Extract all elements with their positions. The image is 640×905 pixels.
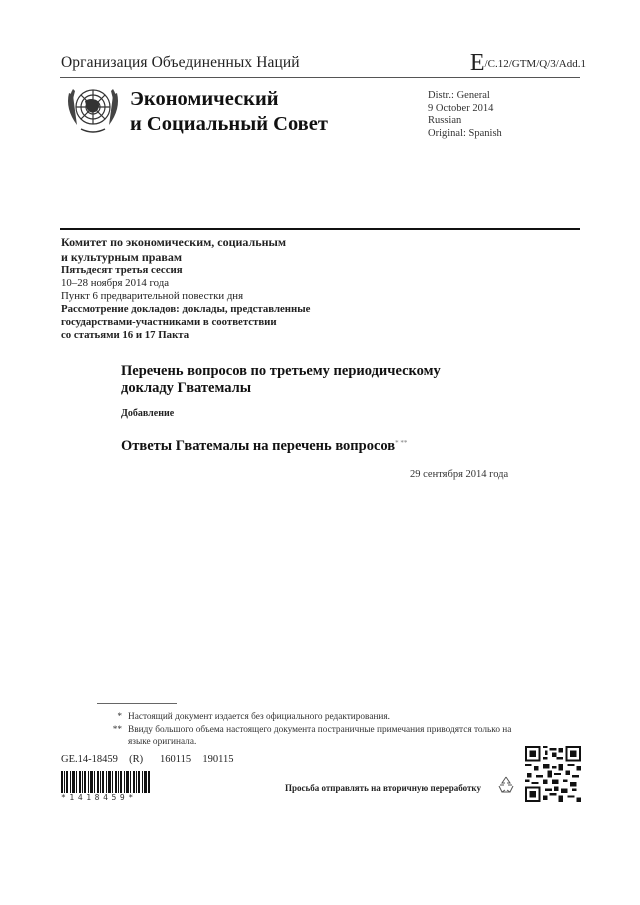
- replies-title-text: Ответы Гватемалы на перечень вопросов: [121, 438, 396, 454]
- footnotes: [100, 711, 520, 749]
- main-rule: [60, 228, 580, 230]
- symbol-rest: /C.12/GTM/Q/3/Add.1: [484, 58, 586, 70]
- barcode-text: *1418459*: [61, 793, 137, 802]
- organization-name: Организация Объединенных Наций: [61, 54, 300, 71]
- document-symbol: [470, 50, 586, 77]
- original-language: Original: Spanish: [428, 127, 502, 139]
- topic-line2: государствами-участниками в соответствии: [61, 316, 277, 328]
- council-name-line2: и Социальный Совет: [130, 113, 328, 135]
- agenda-item: Пункт 6 предварительной повестки дня: [61, 290, 244, 302]
- barcode-icon: [61, 771, 151, 793]
- footnote-marks: * **: [395, 439, 408, 447]
- topic-line3: со статьями 16 и 17 Пакта: [61, 329, 190, 341]
- distribution-block: [428, 90, 502, 140]
- footnote-text: Настоящий документ издается без официального редактирования.: [128, 712, 391, 722]
- replies-date: 29 сентября 2014 года: [410, 469, 509, 480]
- committee-name-line1: Комитет по экономическим, социальным: [61, 235, 287, 249]
- footnote-rule: [97, 703, 177, 704]
- footnote-mark: *: [117, 712, 122, 722]
- footnote-mark: **: [112, 724, 122, 735]
- document-number: GE.14-18459 (R) 160115 190115: [61, 754, 234, 765]
- committee-block: [61, 235, 361, 342]
- committee-name-line2: и культурным правам: [61, 249, 183, 264]
- footnote-text: Ввиду большого объема настоящего документа постраничные примечания приводятся только на языке оригинала.: [128, 724, 512, 747]
- topic-line1: Рассмотрение докладов: доклады, представленные: [61, 303, 311, 315]
- language: Russian: [428, 115, 462, 126]
- symbol-prefix: E: [469, 50, 485, 76]
- session-dates: 10–28 ноября 2014 года: [61, 277, 170, 289]
- recycle-text: Просьба отправлять на вторичную переработку: [285, 783, 481, 793]
- session: Пятьдесят третья сессия: [61, 264, 183, 276]
- qr-code-icon: [525, 746, 581, 802]
- recycle-icon: [496, 775, 516, 795]
- footnote: [100, 711, 520, 724]
- council-name: [130, 87, 328, 137]
- replies-title: [121, 438, 407, 455]
- council-name-line1: Экономический: [130, 88, 279, 110]
- issue-date: 9 October 2014: [428, 102, 494, 114]
- un-emblem-icon: [63, 79, 123, 137]
- addendum-label: Добавление: [121, 408, 175, 419]
- title-line1: Перечень вопросов по третьему периодическому: [121, 363, 441, 379]
- title-line2: докладу Гватемалы: [121, 380, 252, 396]
- header-rule: [60, 77, 580, 78]
- document-title: [121, 363, 441, 397]
- footnote: [100, 724, 520, 749]
- distribution: Distr.: General: [428, 90, 490, 101]
